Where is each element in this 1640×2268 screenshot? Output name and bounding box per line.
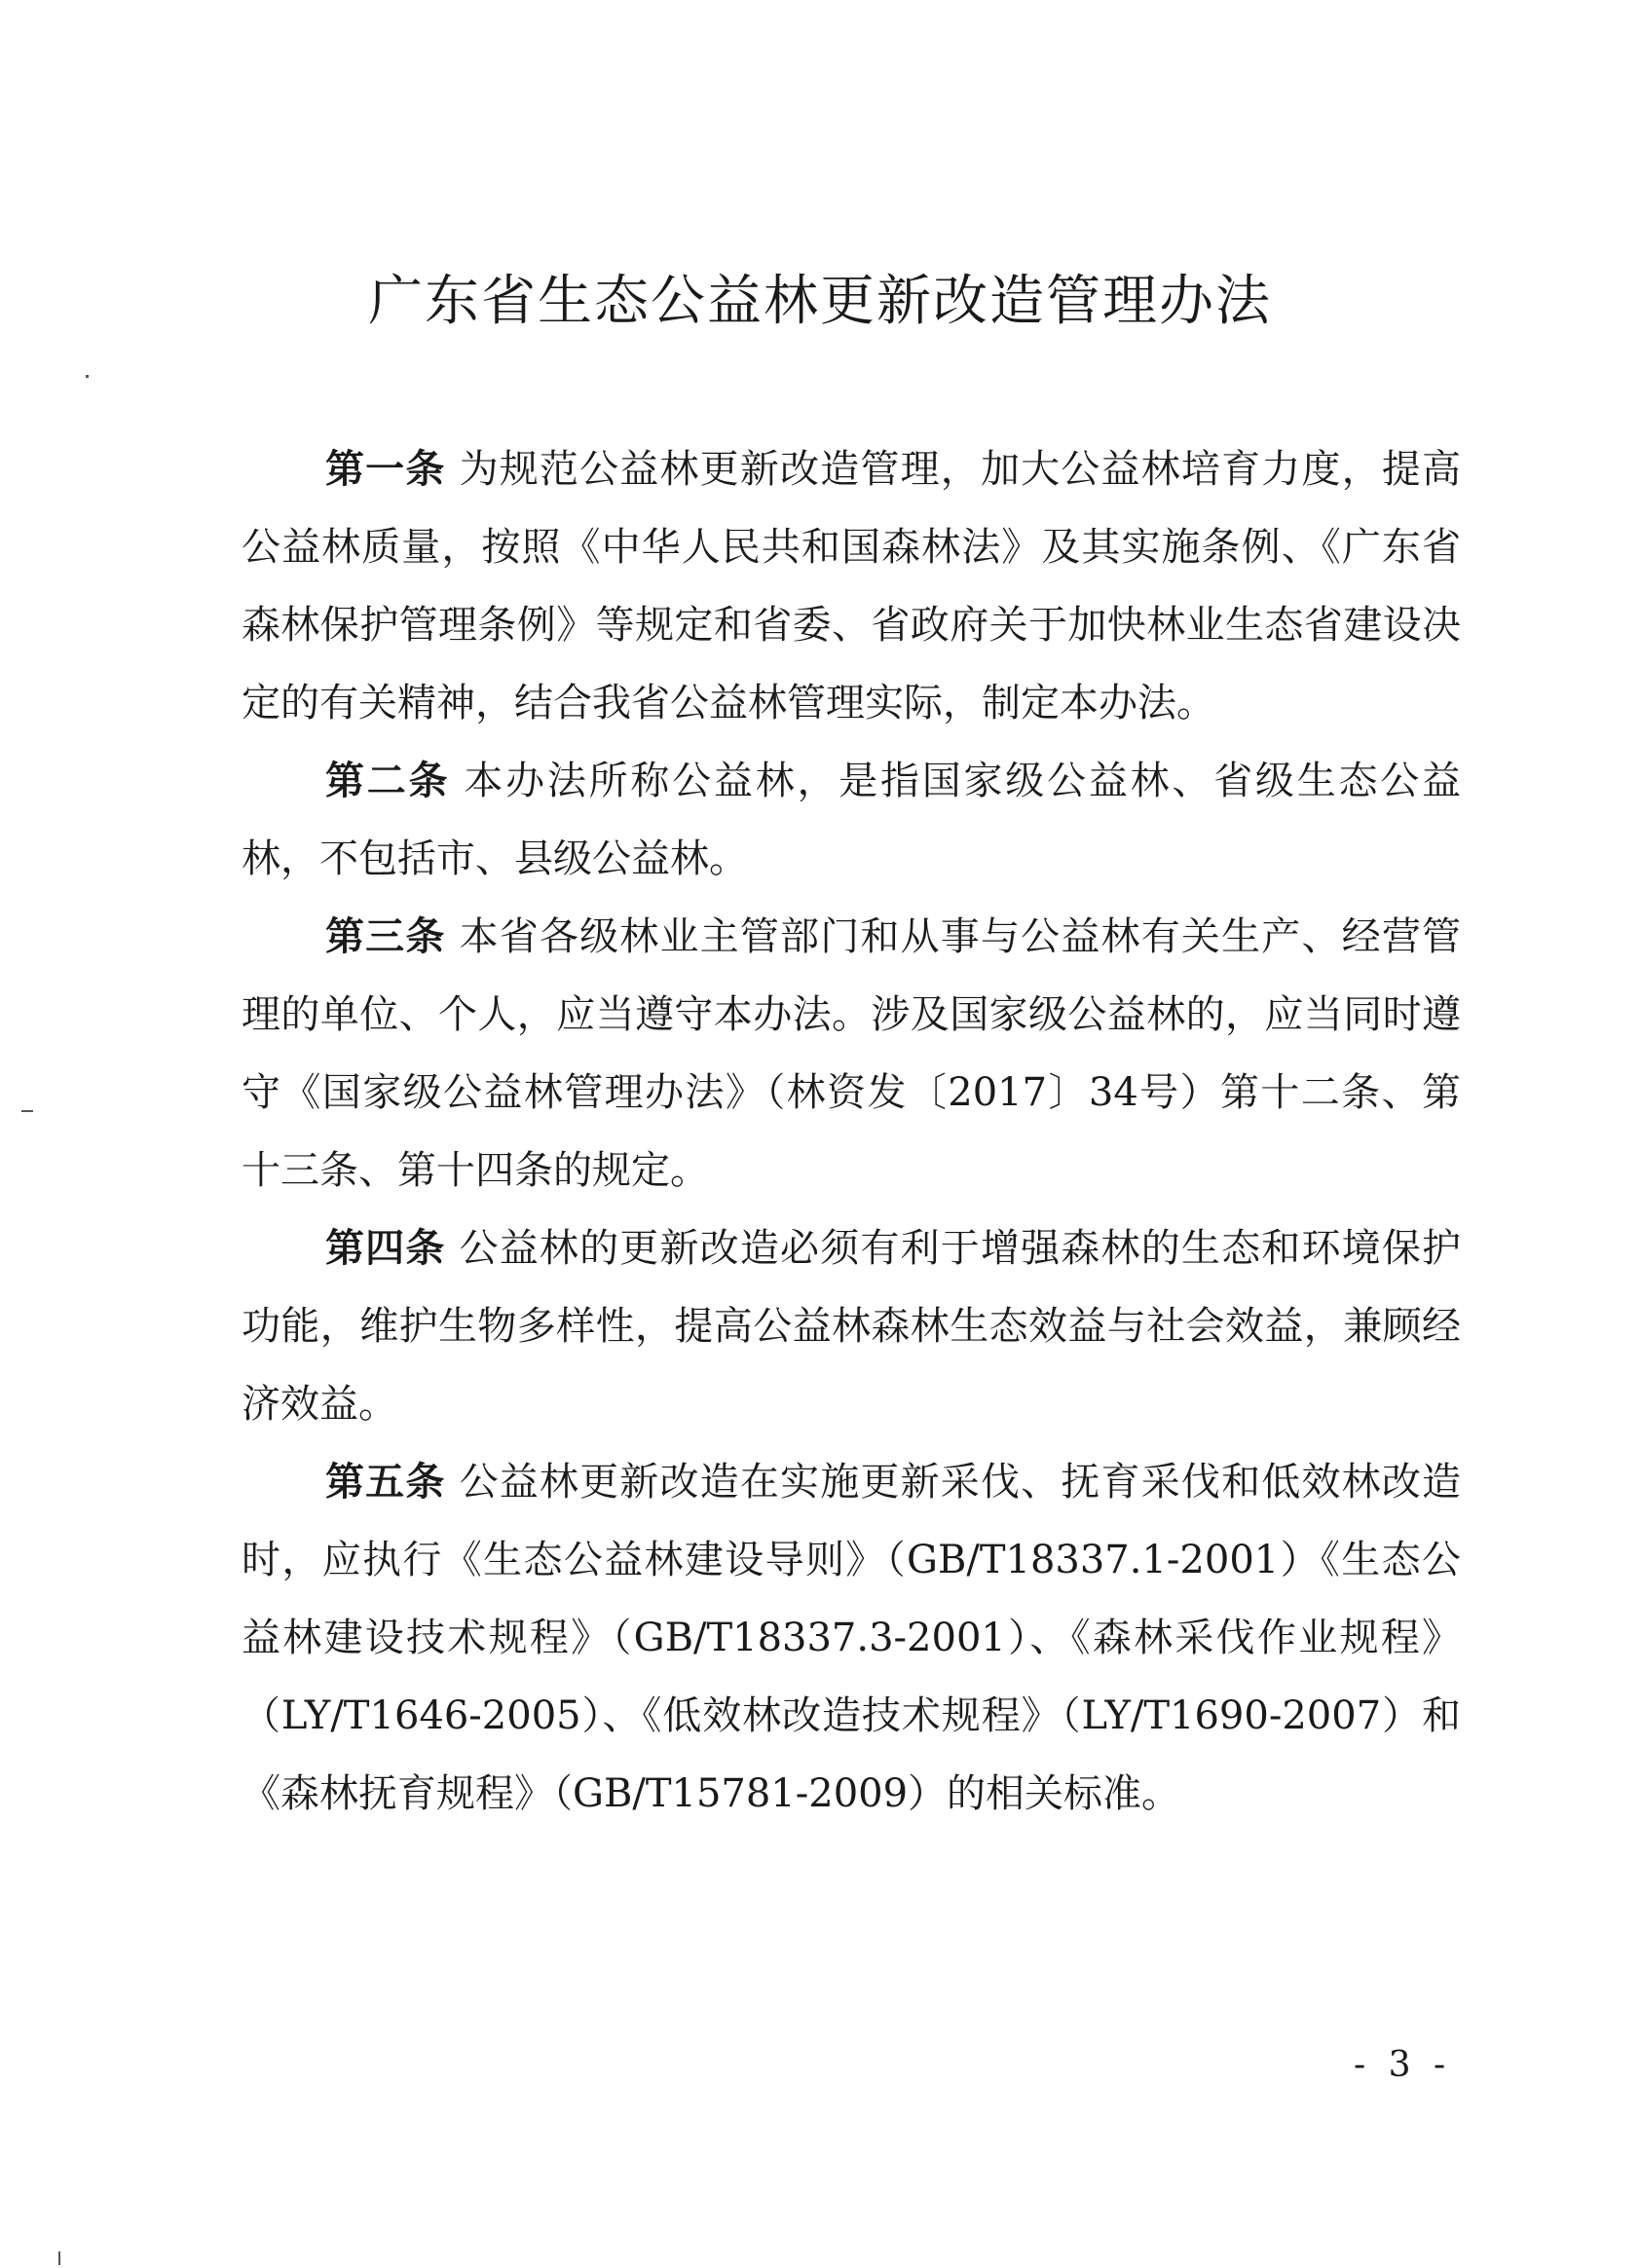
article-5 [242, 1443, 1461, 1833]
article-heading: 第三条 [325, 914, 446, 959]
page-number: - 3 - [1354, 2045, 1452, 2085]
article-text: 本省各级林业主管部门和从事与公益林有关生产、经营管理的单位、个人，应当遵守本办法。涉及国家级公益林的，应当同时遵守《国家级公益林管理办法》（林资发〔2017〕34号）第十二条、第十三条、第十四条的规定。 [242, 914, 1462, 1193]
article-3 [242, 898, 1461, 1209]
article-heading: 第五条 [325, 1460, 446, 1505]
scan-mark [86, 375, 89, 378]
document-title: 广东省生态公益林更新改造管理办法 [368, 270, 1272, 333]
article-2 [242, 742, 1461, 898]
article-text: 公益林的更新改造必须有利于增强森林的生态和环境保护功能，维护生物多样性，提高公益林森林生态效益与社会效益，兼顾经济效益。 [242, 1226, 1462, 1427]
article-text: 本办法所称公益林，是指国家级公益林、省级生态公益林，不包括市、县级公益林。 [242, 759, 1462, 881]
document-body [242, 430, 1461, 1833]
article-heading: 第四条 [325, 1226, 446, 1271]
article-text: 公益林更新改造在实施更新采伐、抚育采伐和低效林改造时，应执行《生态公益林建设导则》（GB/T18337.1-2001）《生态公益林建设技术规程》（GB/T18337.3-2001）、《森林采伐作业规程》（LY/T1646-2005）、《低效林改造技术规程》（LY/T1690-2007）和《森林抚育规程》（GB/T15781-2009）的相关标准。 [242, 1460, 1462, 1816]
article-text: 为规范公益林更新改造管理，加大公益林培育力度，提高公益林质量，按照《中华人民共和国森林法》及其实施条例、《广东省森林保护管理条例》等规定和省委、省政府关于加快林业生态省建设决定的有关精神，结合我省公益林管理实际，制定本办法。 [242, 447, 1462, 725]
article-4 [242, 1209, 1461, 1443]
scan-mark [58, 2251, 60, 2265]
scan-mark [21, 1110, 33, 1112]
article-1 [242, 430, 1461, 742]
article-heading: 第一条 [325, 447, 446, 492]
article-heading: 第二条 [325, 759, 451, 803]
